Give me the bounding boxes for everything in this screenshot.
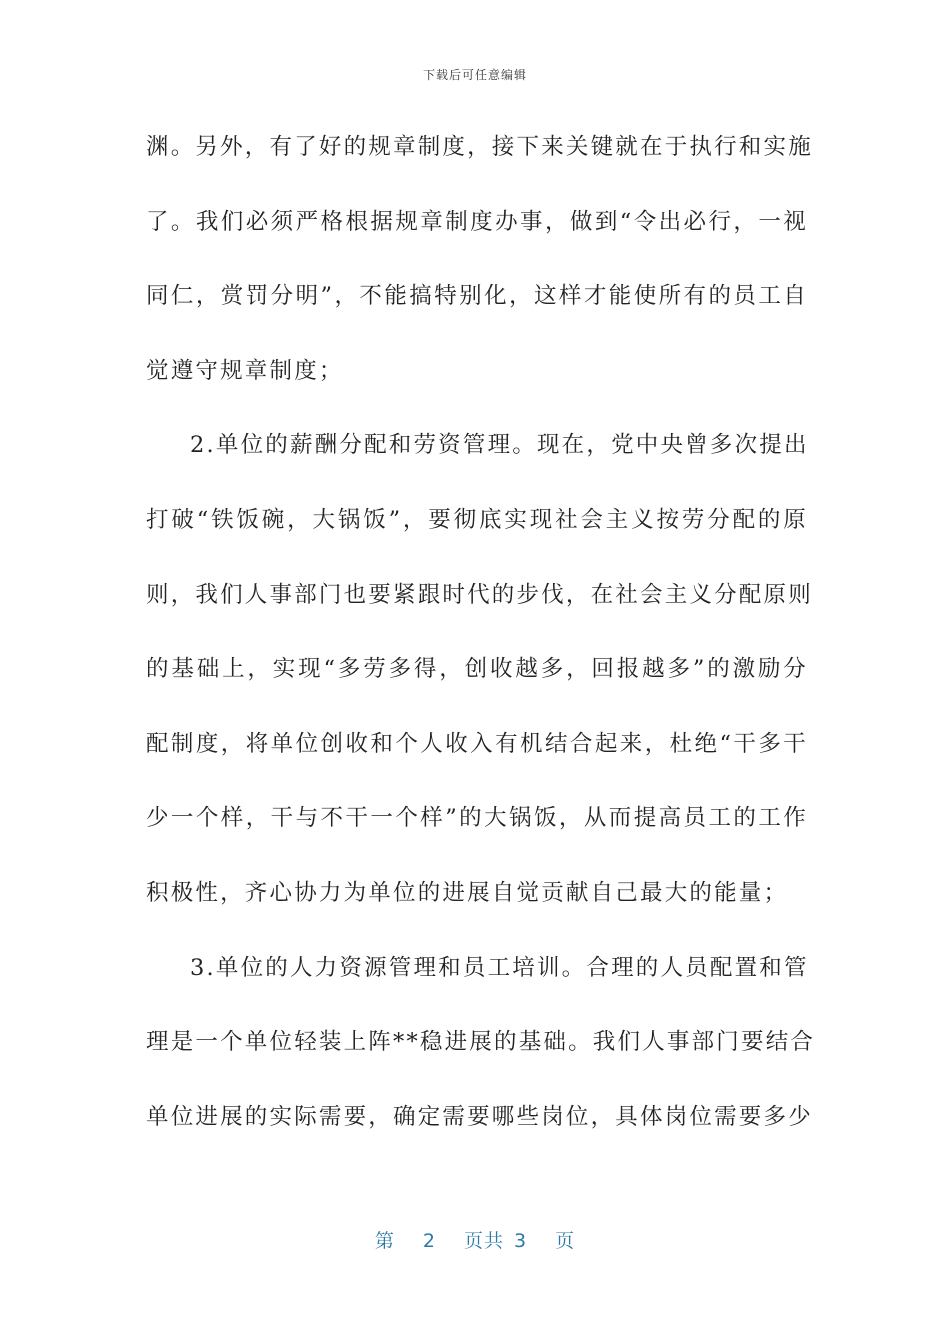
document-body — [146, 110, 816, 1154]
text-line: 的基础上，实现“多劳多得，创收越多，回报越多”的激励分 — [146, 656, 808, 683]
text-line: 少一个样，干与不干一个样”的大锅饭，从而提高员工的工作 — [146, 805, 808, 832]
text-line: 渊。另外，有了好的规章制度，接下来关键就在于执行和实施 — [146, 134, 813, 160]
footer-suffix: 页 — [555, 1230, 576, 1252]
text-line: 打破“铁饭碗，大锅饭”，要彻底实现社会主义按劳分配的原 — [146, 506, 808, 533]
text-line: 则，我们人事部门也要紧跟时代的步伐，在社会主义分配原则 — [146, 581, 813, 608]
paragraph-start-line: 3.单位的人力资源管理和员工培训。合理的人员配置和管 — [190, 954, 809, 981]
text-line: 理是一个单位轻装上阵**稳进展的基础。我们人事部门要结合 — [146, 1029, 816, 1056]
page-footer — [0, 1226, 950, 1253]
total-pages-number: 3 — [514, 1230, 528, 1252]
text-line: 同仁，赏罚分明”，不能搞特别化，这样才能使所有的员工自 — [146, 283, 808, 310]
page-header: 下载后可任意编辑 — [422, 68, 527, 82]
text-line: 积极性，齐心协力为单位的进展自觉贡献自己最大的能量； — [146, 879, 789, 906]
text-line: 单位进展的实际需要，确定需要哪些岗位，具体岗位需要多少 — [146, 1103, 813, 1130]
text-line: 了。我们必须严格根据规章制度办事，做到“令出必行，一视 — [146, 208, 808, 235]
footer-prefix: 第 — [374, 1230, 395, 1252]
text-line: 觉遵守规章制度； — [146, 357, 344, 384]
text-line: 配制度，将单位创收和个人收入有机结合起来，杜绝“干多干 — [146, 730, 808, 757]
footer-middle: 页共 — [463, 1230, 504, 1252]
paragraph-start-line: 2.单位的薪酬分配和劳资管理。现在，党中央曾多次提出 — [190, 432, 809, 459]
current-page-number: 2 — [422, 1230, 436, 1252]
